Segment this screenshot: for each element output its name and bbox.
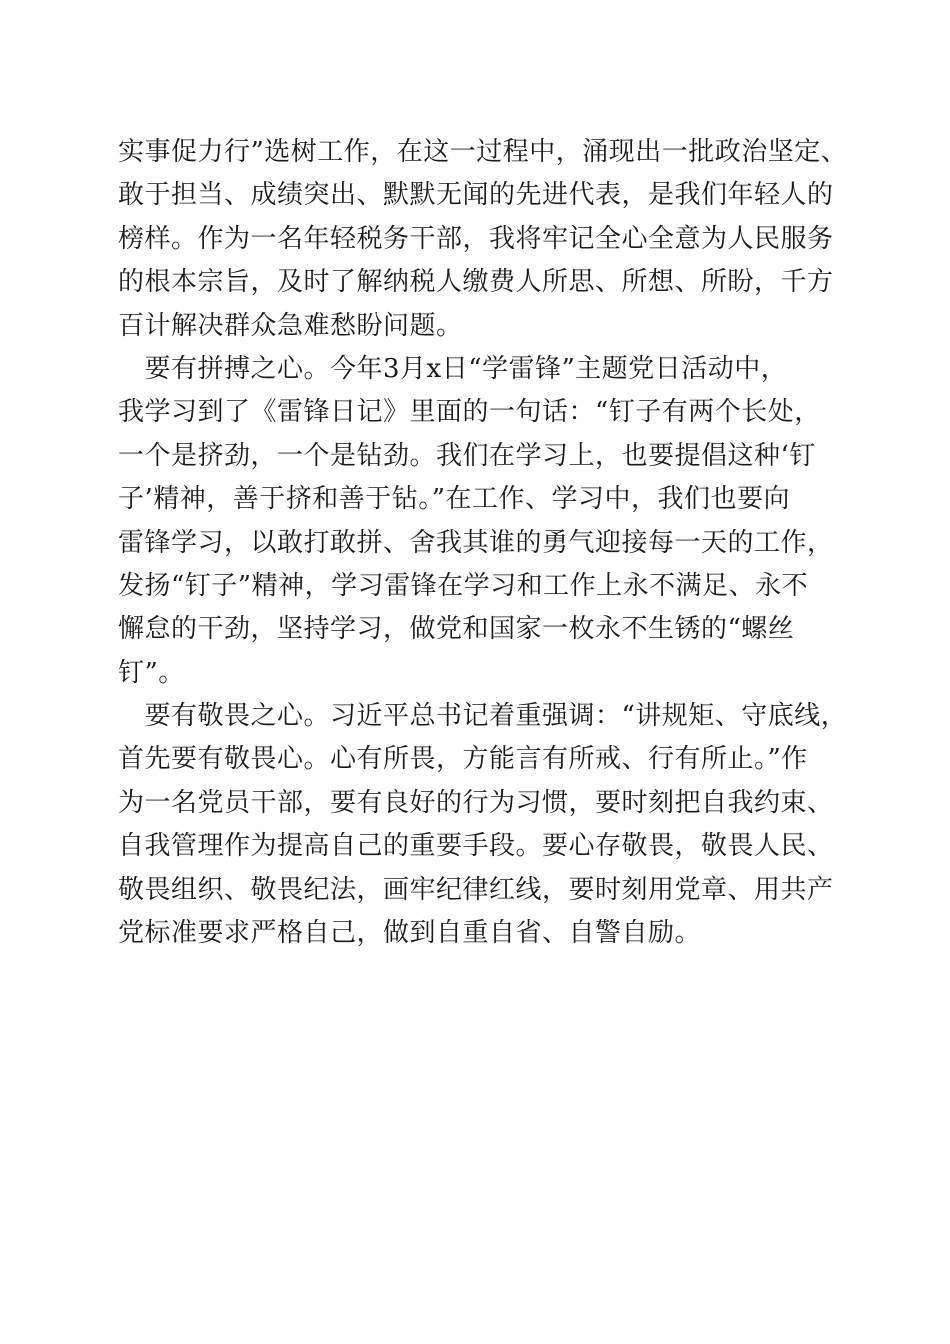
text-line: 党标准要求严格自己，做到自重自省、自警自励。: [118, 918, 702, 949]
text-line: 雷锋学习，以敢打敢拼、舍我其谁的勇气迎接每一天的工作，: [118, 527, 834, 558]
text-line: 一个是挤劲，一个是钻劲。我们在学习上，也要提倡这种‘钉: [118, 440, 816, 471]
text-line: 敬畏组织、敬畏纪法，画牢纪律红线，要时刻用党章、用共产: [118, 874, 834, 905]
text-line: 榜样。作为一名年轻税务干部，我将牢记全心全意为人民服务: [118, 223, 834, 254]
text-line: 要有拼搏之心。今年3月x日“学雷锋”主题党日活动中，: [118, 353, 788, 384]
paragraph-3: [118, 695, 848, 955]
text-line: 钉”。: [118, 657, 185, 688]
text-line: 自我管理作为提高自己的重要手段。要心存敬畏，敬畏人民、: [118, 831, 834, 862]
text-line: 我学习到了《雷锋日记》里面的一句话：“钉子有两个长处，: [118, 397, 821, 428]
text-line: 子’精神，善于挤和善于钻。”在工作、学习中，我们也要向: [118, 484, 791, 515]
text-line: 要有敬畏之心。习近平总书记着重强调：“讲规矩、守底线，: [118, 701, 848, 732]
text-line: 实事促力行”选树工作，在这一过程中，涌现出一批政治坚定、: [118, 137, 848, 167]
text-line: 为一名党员干部，要有良好的行为习惯，要时刻把自我约束、: [118, 787, 834, 818]
text-line: 懈怠的干劲，坚持学习，做党和国家一枚永不生锈的“螺丝: [118, 614, 795, 645]
text-line: 发扬“钉子”精神，学习雷锋在学习和工作上永不满足、永不: [118, 570, 809, 601]
text-line: 的根本宗旨，及时了解纳税人缴费人所思、所想、所盼，千方: [118, 267, 834, 298]
paragraph-1: [118, 131, 848, 348]
paragraph-2: [118, 348, 838, 695]
text-line: 敢于担当、成绩突出、默默无闻的先进代表，是我们年轻人的: [118, 180, 834, 211]
text-line: 百计解决群众急难愁盼问题。: [118, 310, 463, 341]
document-body: [118, 131, 848, 955]
text-line: 首先要有敬畏心。心有所畏，方能言有所戒、行有所止。”作: [118, 744, 808, 775]
